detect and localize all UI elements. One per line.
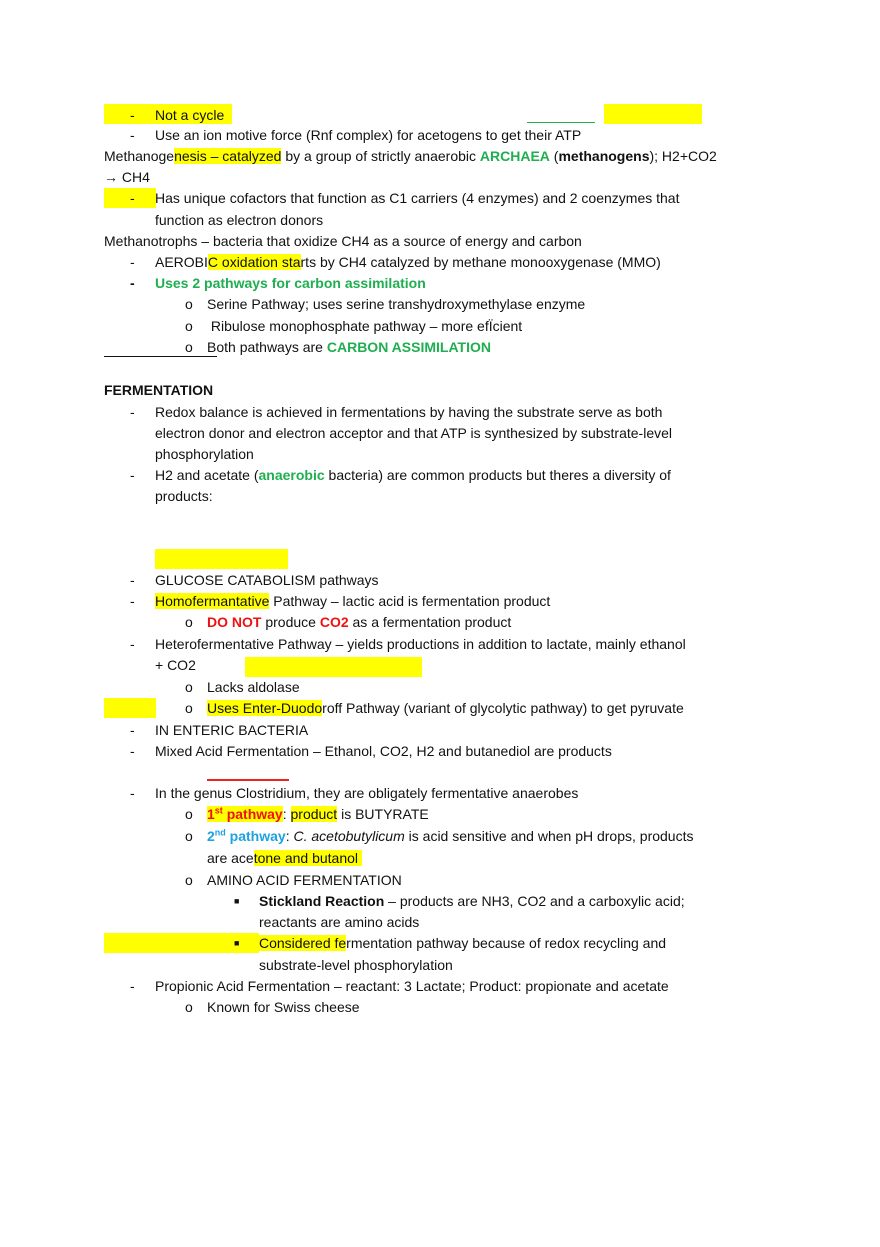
dash-bullet: - [130,127,135,143]
dash-bullet: - [130,978,135,994]
circle-bullet: o [185,999,193,1015]
highlighted-text: Considered fe [259,935,347,951]
highlighted-text: Uses Enter-Duodo [207,700,323,716]
text-line [155,465,671,485]
dash-bullet: - [130,722,135,738]
text: Pathway – lactic acid is fermentation product [269,593,551,609]
text-line: phosphorylation [155,446,254,462]
text-line [259,891,685,911]
text: is BUTYRATE [337,806,429,822]
square-bullet: ■ [234,938,240,948]
black-rule [104,356,217,357]
text: as a fermentation product [348,614,512,630]
circle-bullet: o [185,828,193,844]
text: bacteria) are common products but theres a diversity of [324,467,671,483]
text: ); H2+CO2 [649,148,717,164]
text: pathway [222,806,283,822]
text-line: function as electron donors [155,212,324,228]
highlighted-text: nesis – catalyzed [174,148,282,164]
dash-bullet: - [130,275,135,291]
text-line [207,337,491,357]
text: cle [206,107,225,123]
dash-bullet: - [130,467,135,483]
green-text: CARBON ASSIMILATION [326,339,491,355]
text: AEROBI [155,254,208,270]
text-line: Lacks aldolase [207,679,300,695]
text: Both pathways are [207,339,327,355]
dash-bullet: - [130,107,135,123]
text-line: Known for Swiss cheese [207,999,360,1015]
circle-bullet: o [185,318,193,334]
dash-bullet: - [130,743,135,759]
text-line: Mixed Acid Fermentation – Ethanol, CO2, H2 and butanediol are products [155,743,612,759]
text: produce [261,614,320,630]
text-line [207,612,511,632]
bold-text: methanogens [558,148,650,164]
text: pathway [225,828,286,844]
highlighted-text: C oxidation sta [207,254,301,270]
circle-bullet: o [185,296,193,312]
text: Has uni [155,190,203,206]
text-line: Heterofermentative Pathway – yields productions in addition to lactate, mainly ethanol [155,636,686,652]
text: by a group of strictly anaerobic [281,148,480,164]
green-rule [527,122,595,123]
red-text [207,806,283,822]
text: is acid sensitive and when pH drops, products [404,828,694,844]
text-line: Uses 2 pathways for carbon assimilation [155,275,426,291]
dash-bullet: - [130,785,135,801]
red-text: CO2 [319,614,349,630]
text: H2 and acetate ( [155,467,259,483]
circle-bullet: o [185,339,193,355]
text-line: GLUCOSE CATABOLISM pathways [155,572,379,588]
text-line: products: [155,488,213,504]
dash-bullet: - [130,572,135,588]
dash-bullet: - [130,404,135,420]
text: que cofactors that function as C1 carriers (4 enzymes) and 2 coenzymes that [202,190,680,206]
text: Methanoge [104,148,175,164]
text-line: reactants are amino acids [259,914,420,930]
text: : [282,806,291,822]
text-line [207,698,684,718]
text: : [285,828,294,844]
highlight-mark [604,104,702,124]
circle-bullet: o [185,872,193,888]
bold-text: Stickland Reaction [259,893,385,909]
red-text: DO NOT [207,614,262,630]
text-line: Propionic Acid Fermentation – reactant: 3 Lactate; Product: propionate and acetate [155,978,669,994]
circle-bullet: o [185,614,193,630]
text: are ace [207,850,254,866]
text-line: → CH4 [104,169,150,185]
text-line [155,591,550,611]
text: Not a cy [155,107,207,123]
text-line [155,105,224,125]
text-line: + CO2 [155,657,196,673]
text-line: In the genus Clostridium, they are obligately fermentative anaerobes [155,785,579,801]
green-text: anaerobic [258,467,325,483]
circle-bullet: o [185,700,193,716]
text-line: Use an ion motive force (Rnf complex) for acetogens to get their ATP [155,127,582,143]
italic-text: C. acetobutylicum [293,828,405,844]
text-line [104,146,717,166]
text-line: AMINO ACID FERMENTATION [207,872,402,888]
superscript: st [214,805,223,816]
green-text: ARCHAEA [479,148,550,164]
text-line [207,826,693,846]
text-line: substrate-level phosphorylation [259,957,453,973]
highlighted-text: Homofermantative [155,593,270,609]
text-line: Serine Pathway; uses serine transhydroxymethylase enzyme [207,296,586,312]
text: 1 [207,806,215,822]
superscript: nd [214,827,226,838]
square-bullet: ■ [234,896,240,906]
circle-bullet: o [185,679,193,695]
text-line [155,252,661,272]
dash-bullet: - [130,593,135,609]
highlight-mark [104,698,156,718]
highlight-mark [155,549,288,569]
dash-bullet: - [130,636,135,652]
circle-bullet: o [185,806,193,822]
text-line [155,188,679,208]
text-line: Redox balance is achieved in fermentations by having the substrate serve as both [155,404,663,420]
text-line: IN ENTERIC BACTERIA [155,722,309,738]
highlighted-text: tone and butanol [253,850,362,866]
text: ( [549,148,559,164]
text-line: electron donor and electron acceptor and that ATP is synthesized by substrate-level [155,425,673,441]
text-line: Methanotrophs – bacteria that oxidize CH4 as a source of energy and carbon [104,233,582,249]
red-rule [207,779,289,781]
highlight-mark [245,657,422,677]
highlighted-text: product [290,806,338,822]
text: 2 [207,828,215,844]
text: rmentation pathway because of redox recycling and [346,935,667,951]
text-line [207,804,429,824]
text-line [259,933,666,953]
text-line [207,848,362,868]
blue-text [207,828,286,844]
text-line: Ribulose monophosphate pathway – more efÏcient [207,318,523,334]
text: – products are NH3, CO2 and a carboxylic acid; [384,893,685,909]
dash-bullet: - [130,190,135,206]
text: rts by CH4 catalyzed by methane monooxygenase (MMO) [300,254,661,270]
dash-bullet: - [130,254,135,270]
text: roff Pathway (variant of glycolytic pathway) to get pyruvate [322,700,684,716]
section-heading: FERMENTATION [104,382,214,398]
